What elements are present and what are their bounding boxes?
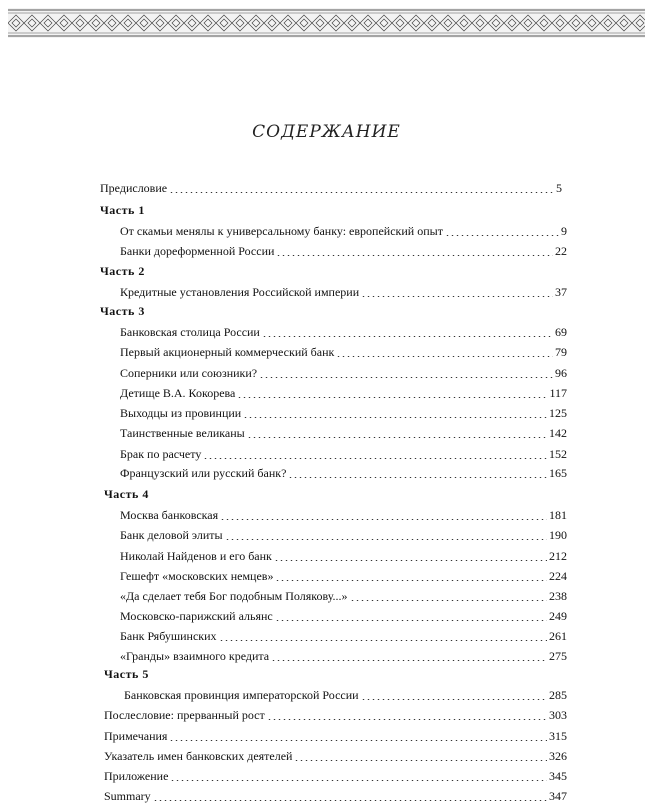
toc-entry-title: Первый акционерный коммерческий банк bbox=[120, 345, 335, 359]
toc-entry bbox=[120, 528, 567, 543]
dot-leader bbox=[169, 740, 547, 741]
toc-entry-title: От скамьи менялы к универсальному банку: европейский опыт bbox=[120, 224, 443, 238]
toc-page-number: 315 bbox=[549, 729, 567, 743]
toc-page-number: 303 bbox=[549, 708, 567, 722]
dot-leader bbox=[220, 519, 547, 520]
toc-entry bbox=[120, 325, 567, 340]
toc-entry bbox=[120, 447, 567, 462]
toc-entry-title: Гешефт «московских немцев» bbox=[120, 569, 274, 583]
toc-entry-title: Выходцы из провинции bbox=[120, 406, 242, 420]
toc-entry-title: Московско-парижский альянс bbox=[120, 609, 273, 623]
dot-leader bbox=[247, 437, 547, 438]
dot-leader bbox=[262, 336, 553, 337]
toc-entry-title: Французский или русский банк? bbox=[120, 466, 287, 480]
toc-page-number: 125 bbox=[549, 406, 567, 420]
toc-part-heading: Часть 1 bbox=[100, 203, 145, 217]
dot-leader bbox=[203, 458, 547, 459]
dot-leader bbox=[170, 780, 547, 781]
toc-entry-title: Николай Найденов и его банк bbox=[120, 549, 272, 563]
toc-page-number: 96 bbox=[555, 366, 567, 380]
toc-page-number: 190 bbox=[549, 528, 567, 542]
toc-page-number: 285 bbox=[549, 688, 567, 702]
dot-leader bbox=[271, 660, 547, 661]
dot-leader bbox=[445, 235, 559, 236]
toc-page-number: 22 bbox=[555, 244, 567, 258]
toc-entry-title: Банковская провинция императорской России bbox=[124, 688, 359, 702]
toc-entry-title: Брак по расчету bbox=[120, 447, 202, 461]
toc-entry bbox=[104, 789, 567, 804]
toc-part-heading: Часть 5 bbox=[104, 667, 149, 681]
toc-entry-title: Соперники или союзники? bbox=[120, 366, 258, 380]
toc-page-number: 261 bbox=[549, 629, 567, 643]
toc-page-number: 117 bbox=[549, 386, 567, 400]
toc-entry bbox=[120, 285, 567, 300]
toc-entry bbox=[104, 749, 567, 764]
toc-entry bbox=[120, 406, 567, 421]
toc-part-heading: Часть 2 bbox=[100, 264, 145, 278]
toc-entry-title: Указатель имен банковских деятелей bbox=[104, 749, 293, 763]
dot-leader bbox=[350, 600, 547, 601]
dot-leader bbox=[237, 397, 547, 398]
toc-page-number: 142 bbox=[549, 426, 567, 440]
page-title: СОДЕРЖАНИЕ bbox=[252, 122, 401, 142]
dot-leader bbox=[243, 417, 547, 418]
dot-leader bbox=[361, 699, 547, 700]
dot-leader bbox=[274, 560, 547, 561]
dot-leader bbox=[294, 760, 547, 761]
toc-page-number: 224 bbox=[549, 569, 567, 583]
toc-entry-title: «Да сделает тебя Бог подобным Полякову...» bbox=[120, 589, 348, 603]
toc-entry-title: Кредитные установления Российской империи bbox=[120, 285, 360, 299]
toc-page-number: 181 bbox=[549, 508, 567, 522]
dot-leader bbox=[153, 800, 547, 801]
toc-entry bbox=[120, 426, 567, 441]
toc-entry-title: Банк деловой элиты bbox=[120, 528, 223, 542]
toc-entry-title: Москва банковская bbox=[120, 508, 219, 522]
toc-part-heading: Часть 3 bbox=[100, 304, 145, 318]
toc-page-number: 5 bbox=[556, 181, 562, 195]
toc-entry-preface bbox=[100, 181, 562, 196]
toc-page-number: 345 bbox=[549, 769, 567, 783]
toc-entry-title: «Гранды» взаимного кредита bbox=[120, 649, 270, 663]
toc-entry bbox=[120, 589, 567, 604]
dot-leader bbox=[225, 539, 547, 540]
toc-entry bbox=[120, 366, 567, 381]
toc-entry-title: Summary bbox=[104, 789, 151, 803]
toc-entry bbox=[120, 549, 567, 564]
toc-entry-title: Детище В.А. Кокорева bbox=[120, 386, 236, 400]
toc-entry bbox=[120, 609, 567, 624]
toc-entry bbox=[104, 729, 567, 744]
toc-entry bbox=[120, 345, 567, 360]
dot-leader bbox=[276, 255, 553, 256]
toc-page-number: 152 bbox=[549, 447, 567, 461]
toc-page-number: 69 bbox=[555, 325, 567, 339]
toc-entry bbox=[120, 244, 567, 259]
dot-leader bbox=[219, 640, 547, 641]
dot-leader bbox=[275, 620, 547, 621]
dot-leader bbox=[267, 719, 547, 720]
toc-entry bbox=[120, 386, 567, 401]
toc-page-number: 212 bbox=[549, 549, 567, 563]
toc-entry bbox=[104, 708, 567, 723]
toc-entry bbox=[120, 224, 567, 239]
dot-leader bbox=[275, 580, 547, 581]
toc-entry bbox=[120, 649, 567, 664]
toc-page-number: 79 bbox=[555, 345, 567, 359]
dot-leader bbox=[169, 192, 554, 193]
toc-page-number: 238 bbox=[549, 589, 567, 603]
toc-entry bbox=[120, 629, 567, 644]
toc-entry-title: Таинственные великаны bbox=[120, 426, 245, 440]
toc-entry bbox=[120, 569, 567, 584]
toc-entry-title: Банки дореформенной России bbox=[120, 244, 275, 258]
toc-entry-title: Приложение bbox=[104, 769, 169, 783]
toc-entry bbox=[120, 466, 567, 481]
toc-page-number: 165 bbox=[549, 466, 567, 480]
toc-entry-title: Банковская столица России bbox=[120, 325, 260, 339]
toc-page-number: 275 bbox=[549, 649, 567, 663]
toc-entry-title: Предисловие bbox=[100, 181, 168, 195]
toc-page-number: 9 bbox=[561, 224, 567, 238]
toc-page-number: 347 bbox=[549, 789, 567, 803]
toc-page-number: 249 bbox=[549, 609, 567, 623]
dot-leader bbox=[288, 477, 547, 478]
toc-part-heading: Часть 4 bbox=[104, 487, 149, 501]
toc-entry bbox=[120, 508, 567, 523]
dot-leader bbox=[336, 356, 553, 357]
toc-entry-title: Примечания bbox=[104, 729, 168, 743]
dot-leader bbox=[361, 296, 553, 297]
toc-page-number: 326 bbox=[549, 749, 567, 763]
toc-page-number: 37 bbox=[555, 285, 567, 299]
toc-entry bbox=[104, 769, 567, 784]
toc-entry-title: Банк Рябушинских bbox=[120, 629, 217, 643]
toc-entry bbox=[124, 688, 567, 703]
toc-entry-title: Послесловие: прерванный рост bbox=[104, 708, 265, 722]
dot-leader bbox=[259, 377, 553, 378]
